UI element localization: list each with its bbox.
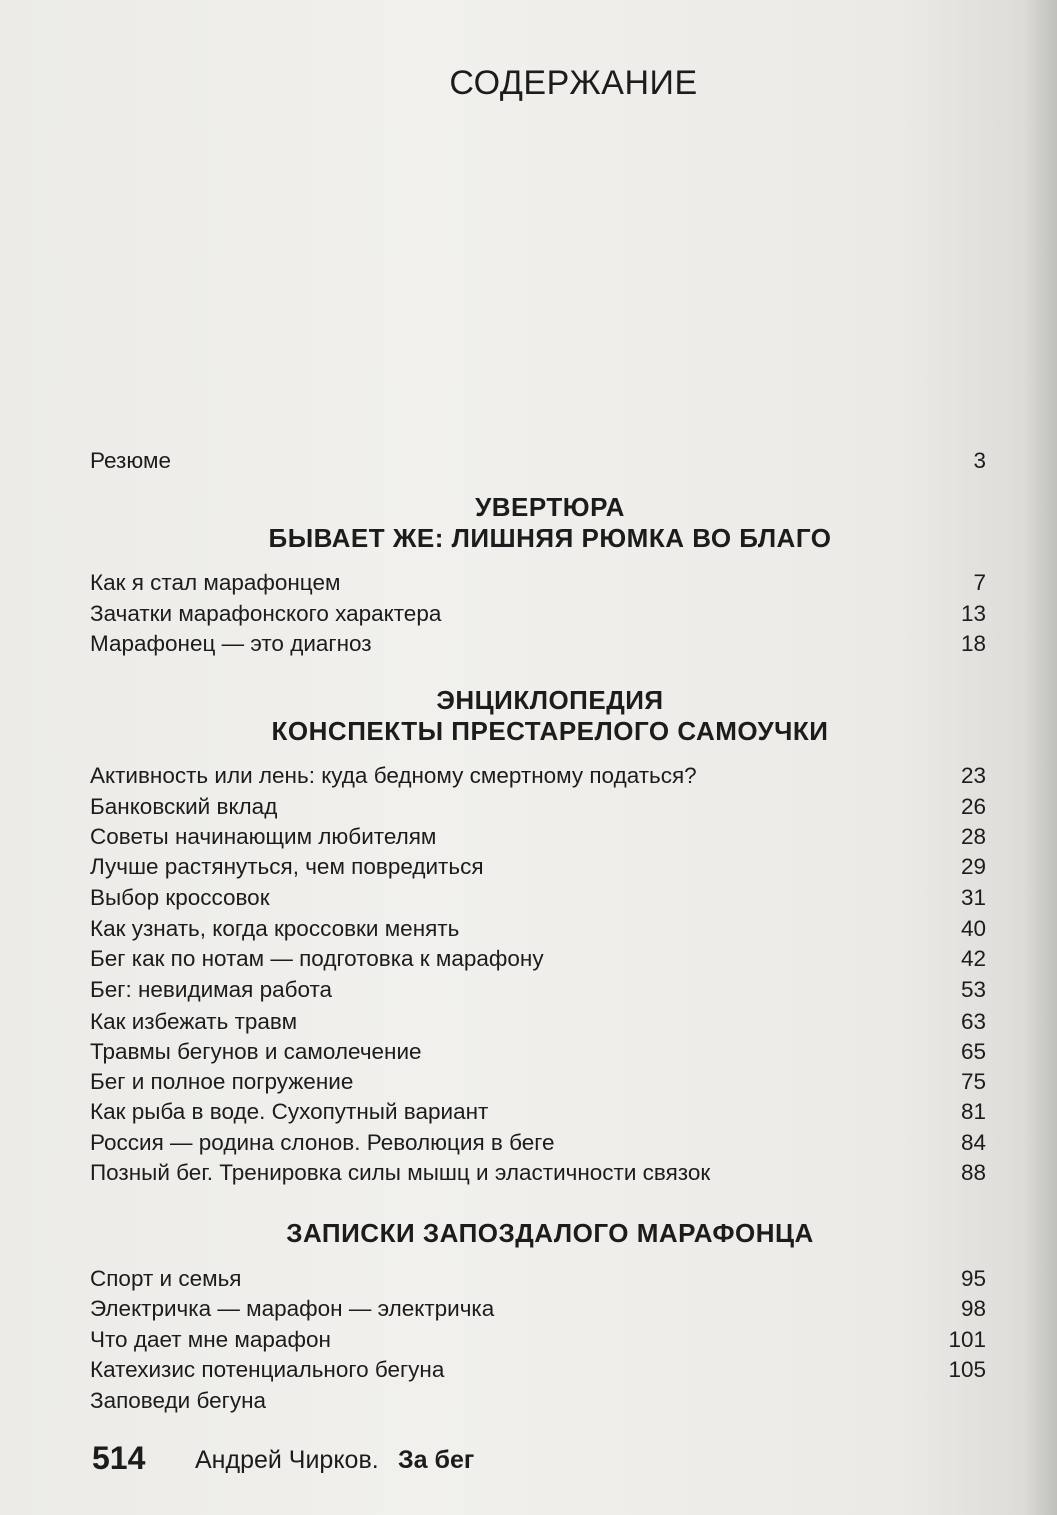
- toc-entry-page: 13: [960, 601, 986, 626]
- section-subheading: БЫВАЕТ ЖЕ: ЛИШНЯЯ РЮМКА ВО БЛАГО: [268, 523, 832, 553]
- toc-entry-page: 31: [960, 885, 986, 910]
- toc-entry-label: Что дает мне марафон: [90, 1327, 331, 1352]
- toc-entry: [90, 1038, 986, 1065]
- toc-entry-label: Зачатки марафонского характера: [90, 601, 442, 626]
- toc-entry: [90, 1265, 986, 1292]
- toc-entry-page: 42: [960, 946, 986, 971]
- toc-entry: [90, 1098, 986, 1125]
- toc-entry-page: 26: [960, 794, 986, 819]
- toc-entry: [90, 915, 986, 942]
- toc-entry: [90, 793, 986, 820]
- toc-entry-label: Резюме: [90, 448, 171, 473]
- toc-entry: [90, 1129, 986, 1156]
- toc-entry: [90, 1159, 986, 1186]
- toc-entry-page: 81: [960, 1099, 986, 1124]
- toc-entry-label: Как избежать травм: [90, 1009, 298, 1034]
- toc-entry-page: 23: [960, 763, 986, 788]
- toc-entry-label: Как рыба в воде. Сухопутный вариант: [90, 1099, 489, 1124]
- toc-entry-page: 88: [960, 1160, 986, 1185]
- toc-entry-label: Как узнать, когда кроссовки менять: [90, 916, 460, 941]
- toc-entry-label: Банковский вклад: [90, 794, 278, 819]
- toc-entry: [90, 945, 986, 972]
- toc-entry-label: Позный бег. Тренировка силы мышц и эластичности связок: [90, 1160, 711, 1185]
- toc-entry-page: 7: [973, 570, 986, 595]
- toc-entry-label: Спорт и семья: [90, 1266, 242, 1291]
- toc-entry-page: 28: [960, 824, 986, 849]
- toc-entry-label: Травмы бегунов и самолечение: [90, 1039, 422, 1064]
- toc-entry: [90, 1295, 986, 1322]
- toc-entry-page: 95: [960, 1266, 986, 1291]
- toc-entry: [90, 976, 986, 1003]
- toc-entry-label: Выбор кроссовок: [90, 885, 270, 910]
- toc-entry-resume: [90, 447, 986, 474]
- page-title: СОДЕРЖАНИЕ: [449, 64, 698, 102]
- toc-entry-label: Бег как по нотам — подготовка к марафону: [90, 946, 544, 971]
- toc-entry: [90, 884, 986, 911]
- toc-entry-label: Лучше растянуться, чем повредиться: [90, 854, 484, 879]
- toc-entry: [90, 1387, 986, 1414]
- toc-entry: [90, 569, 986, 596]
- toc-entry-page: 98: [960, 1296, 986, 1321]
- page-number: 514: [92, 1440, 146, 1476]
- toc-entry-label: Катехизис потенциального бегуна: [90, 1357, 445, 1382]
- toc-entry: [90, 853, 986, 880]
- toc-entry: [90, 823, 986, 850]
- toc-entry: [90, 630, 986, 657]
- toc-entry-label: Бег и полное погружение: [90, 1069, 354, 1094]
- toc-entry: [90, 1326, 986, 1353]
- toc-entry-label: Активность или лень: куда бедному смертному податься?: [90, 763, 697, 788]
- toc-entry-label: Бег: невидимая работа: [90, 977, 333, 1002]
- toc-entry-label: Марафонец — это диагноз: [90, 631, 372, 656]
- toc-entry-label: Электричка — марафон — электричка: [90, 1296, 495, 1321]
- toc-entry-page: 63: [960, 1009, 986, 1034]
- toc-entry-page: 65: [960, 1039, 986, 1064]
- running-footer-book-title: За бег: [398, 1446, 475, 1474]
- toc-entry-page: 40: [960, 916, 986, 941]
- toc-entry-label: Россия — родина слонов. Революция в беге: [90, 1130, 555, 1155]
- toc-entry-page: 29: [960, 854, 986, 879]
- toc-entry: [90, 1068, 986, 1095]
- running-footer-author: Андрей Чирков.: [195, 1446, 379, 1474]
- toc-entry-page: 3: [973, 448, 986, 473]
- section-heading: ЗАПИСКИ ЗАПОЗДАЛОГО МАРАФОНЦА: [286, 1218, 814, 1248]
- page-shadow: [1023, 0, 1057, 1515]
- toc-entry-label: Заповеди бегуна: [90, 1388, 267, 1413]
- section-heading: ЭНЦИКЛОПЕДИЯ: [436, 685, 664, 715]
- section-heading: УВЕРТЮРА: [475, 492, 625, 522]
- toc-entry-page: 75: [960, 1069, 986, 1094]
- toc-entry-page: 105: [948, 1357, 986, 1382]
- section-subheading: КОНСПЕКТЫ ПРЕСТАРЕЛОГО САМОУЧКИ: [271, 716, 829, 746]
- toc-entry-label: Как я стал марафонцем: [90, 570, 341, 595]
- toc-entry: [90, 1008, 986, 1035]
- toc-entry-label: Советы начинающим любителям: [90, 824, 437, 849]
- toc-entry-page: 18: [960, 631, 986, 656]
- toc-entry: [90, 1356, 986, 1383]
- toc-entry-page: 84: [960, 1130, 986, 1155]
- toc-entry: [90, 762, 986, 789]
- toc-entry-page: 53: [960, 977, 986, 1002]
- toc-entry: [90, 600, 986, 627]
- toc-entry-page: 101: [948, 1327, 986, 1352]
